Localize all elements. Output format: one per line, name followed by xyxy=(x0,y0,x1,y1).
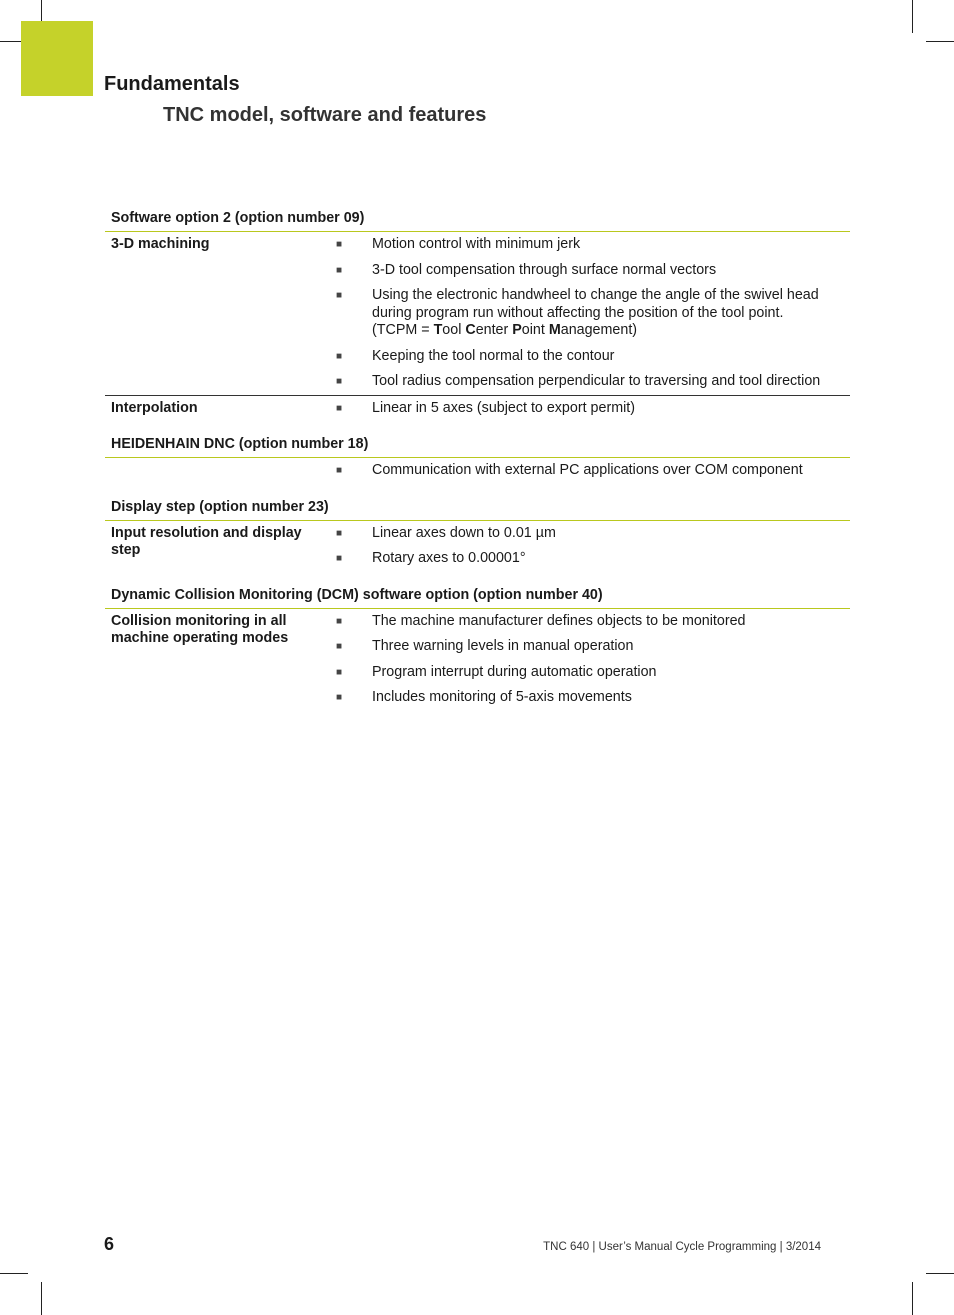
tcpm-word-management: anagement) xyxy=(560,322,638,338)
square-bullet-icon: ■ xyxy=(336,527,343,539)
tcpm-word-tool: ool xyxy=(442,322,466,338)
item-text xyxy=(372,287,850,340)
row-label: Collision monitoring in all machine operating modes xyxy=(111,612,289,646)
chapter-color-block xyxy=(21,21,93,96)
list-item xyxy=(329,458,850,484)
row-label xyxy=(105,458,329,484)
list-item xyxy=(329,369,850,395)
section-title: TNC model, software and features xyxy=(163,104,487,126)
row-label: Input resolution and display step xyxy=(111,524,302,558)
crop-mark xyxy=(912,0,913,33)
list-item xyxy=(329,232,850,258)
list-item xyxy=(329,609,850,635)
item-text: Motion control with minimum jerk xyxy=(372,236,581,252)
square-bullet-icon: ■ xyxy=(336,402,343,414)
tcpm-letter-p: P xyxy=(512,322,522,338)
crop-mark xyxy=(41,1282,42,1315)
square-bullet-icon: ■ xyxy=(336,350,343,362)
chapter-title: Fundamentals xyxy=(104,73,240,95)
list-item xyxy=(329,685,850,711)
feature-table xyxy=(105,205,850,711)
crop-mark xyxy=(926,1273,954,1274)
list-item xyxy=(329,344,850,370)
option-heading: Dynamic Collision Monitoring (DCM) software option (option number 40) xyxy=(105,582,850,609)
option-heading: HEIDENHAIN DNC (option number 18) xyxy=(105,431,850,458)
tcpm-letter-t: T xyxy=(433,322,443,338)
item-text: Includes monitoring of 5-axis movements xyxy=(372,689,632,705)
feature-list xyxy=(329,609,850,711)
square-bullet-icon: ■ xyxy=(336,553,343,564)
tcpm-expansion xyxy=(372,322,637,338)
list-item xyxy=(329,546,850,572)
item-text: Three warning levels in manual operation xyxy=(372,638,634,654)
crop-mark xyxy=(926,41,954,42)
feature-list xyxy=(329,458,850,484)
list-item xyxy=(329,258,850,284)
item-text: Communication with external PC applications over COM component xyxy=(372,462,803,478)
feature-list xyxy=(329,396,850,422)
square-bullet-icon: ■ xyxy=(336,666,343,678)
list-item xyxy=(329,396,850,422)
option-heading: Software option 2 (option number 09) xyxy=(105,205,850,232)
tcpm-word-center: enter xyxy=(475,322,513,338)
item-text: 3-D tool compensation through surface normal vectors xyxy=(372,261,717,278)
list-item xyxy=(329,283,850,344)
feature-list xyxy=(329,521,850,572)
tcpm-letter-c: C xyxy=(465,322,476,338)
row-label: 3-D machining xyxy=(111,236,210,252)
square-bullet-icon: ■ xyxy=(336,264,343,276)
square-bullet-icon: ■ xyxy=(336,376,343,387)
item-text: Program interrupt during automatic operation xyxy=(372,663,657,680)
square-bullet-icon: ■ xyxy=(336,290,343,301)
item-text: The machine manufacturer defines objects to be monitored xyxy=(372,612,746,629)
tcpm-letter-m: M xyxy=(548,322,561,338)
footer-text: TNC 640 | User’s Manual Cycle Programming | 3/2014 xyxy=(543,1241,821,1253)
feature-list xyxy=(329,232,850,395)
item-text: Tool radius compensation perpendicular to traversing and tool direction xyxy=(372,373,821,389)
square-bullet-icon: ■ xyxy=(336,641,343,652)
tcpm-open: (TCPM = xyxy=(372,322,434,338)
crop-mark xyxy=(0,1273,28,1274)
item-text-main: Using the electronic handwheel to change the angle of the swivel head during program run without affecting the position of the tool point. xyxy=(372,287,819,321)
square-bullet-icon: ■ xyxy=(336,615,343,627)
crop-mark xyxy=(912,1282,913,1315)
list-item xyxy=(329,660,850,686)
item-text: Linear in 5 axes (subject to export permit) xyxy=(372,399,636,416)
square-bullet-icon: ■ xyxy=(336,692,343,703)
item-text: Linear axes down to 0.01 µm xyxy=(372,524,556,541)
table-row xyxy=(105,458,850,484)
item-text: Keeping the tool normal to the contour xyxy=(372,347,615,364)
tcpm-word-point: oint xyxy=(521,322,549,338)
square-bullet-icon: ■ xyxy=(336,239,343,250)
table-row xyxy=(105,232,850,396)
page-number: 6 xyxy=(104,1234,115,1254)
table-row xyxy=(105,609,850,711)
row-label: Interpolation xyxy=(111,399,198,416)
table-row xyxy=(105,396,850,422)
square-bullet-icon: ■ xyxy=(336,465,343,476)
list-item xyxy=(329,521,850,547)
table-row xyxy=(105,521,850,572)
list-item xyxy=(329,634,850,660)
option-heading: Display step (option number 23) xyxy=(105,494,850,521)
item-text: Rotary axes to 0.00001° xyxy=(372,550,526,566)
